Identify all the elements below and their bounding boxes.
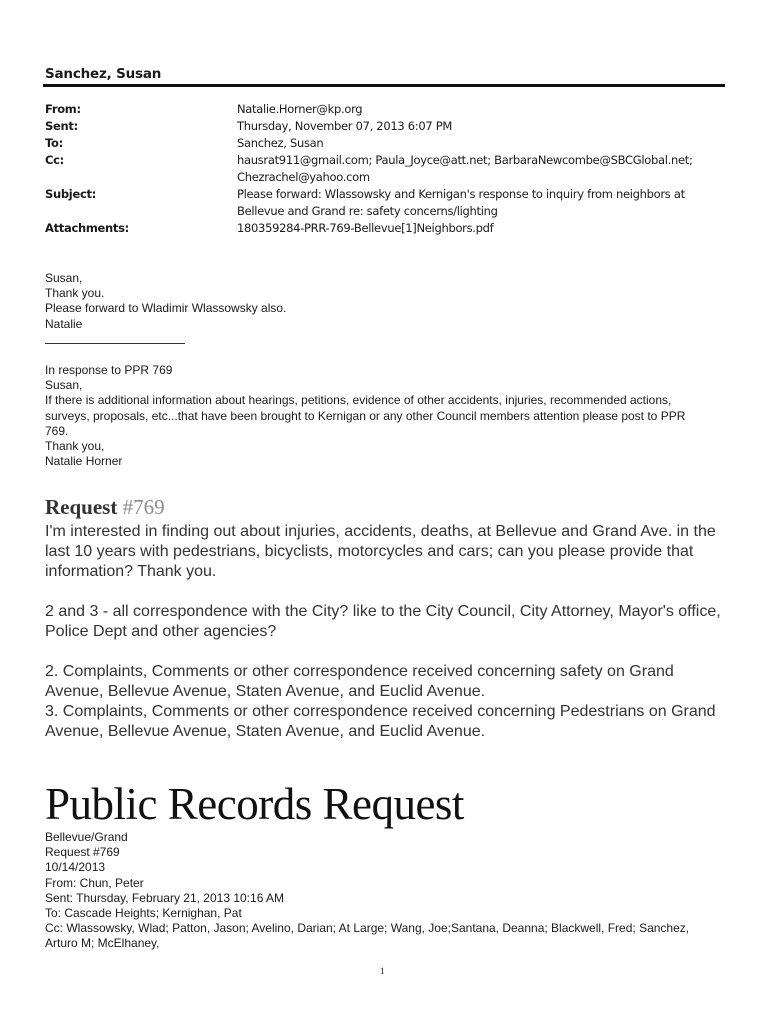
message-body-1: Susan, Thank you. Please forward to Wladimir Wlassowsky also. Natalie <box>45 271 287 331</box>
page-number: 1 <box>380 966 385 976</box>
header-row-from <box>45 101 735 118</box>
public-records-title: Public Records Request <box>45 779 464 829</box>
cc-value: hausrat911@gmail.com; Paula_Joyce@att.net; BarbaraNewcombe@SBCGlobal.net; Chezrachel@yahoo.com <box>237 153 693 184</box>
request-para-2: 2 and 3 - all correspondence with the City? like to the City Council, City Attorney, Mayor's office, Police Dept and other agencies? <box>45 603 721 641</box>
request-para-1: I'm interested in finding out about injuries, accidents, deaths, at Bellevue and Grand Ave. in the last 10 years with pedestrians, bicyclists, motorcycles and cars; can you please provide that information? Thank you. <box>45 523 716 581</box>
to-value: Sanchez, Susan <box>237 136 324 150</box>
header-row-subject <box>45 186 735 220</box>
request-number: #769 <box>122 495 165 519</box>
subject-label: Subject: <box>45 187 96 201</box>
header-row-attachments <box>45 220 735 237</box>
email-header <box>45 101 735 237</box>
request-heading <box>45 495 165 520</box>
sent-label: Sent: <box>45 119 78 133</box>
forwarded-metadata: Bellevue/Grand Request #769 10/14/2013 From: Chun, Peter Sent: Thursday, February 21, 2013 10:16 AM To: Cascade Heights; Kernighan, Pat Cc: Wlassowsky, Wlad; Patton, Jason; Avelino, Darian; At Large; Wang, Joe;Santana, Deanna; Blackwell, Fred; Sanchez, Arturo M; McElhaney, <box>45 830 690 951</box>
from-label: From: <box>45 102 81 116</box>
signature-separator <box>45 343 185 344</box>
sent-value: Thursday, November 07, 2013 6:07 PM <box>237 119 452 133</box>
header-row-cc <box>45 152 735 186</box>
message-body-2: In response to PPR 769 Susan, If there is additional information about hearings, petitions, evidence of other accidents, injuries, recommended actions, surveys, proposals, etc...that have been brought to Kernigan or any other Council members attention please post to PPR 769. Thank you, Natalie Horner <box>45 363 686 469</box>
to-label: To: <box>45 136 63 150</box>
mailbox-owner: Sanchez, Susan <box>45 66 162 82</box>
header-rule <box>43 84 725 87</box>
request-label: Request <box>45 495 118 519</box>
subject-value: Please forward: Wlassowsky and Kernigan's response to inquiry from neighbors at Bellevue and Grand re: safety concerns/lighting <box>237 187 685 218</box>
from-value: Natalie.Horner@kp.org <box>237 102 363 116</box>
attachments-value[interactable]: 180359284-PRR-769-Bellevue[1]Neighbors.pdf <box>237 221 494 235</box>
cc-label: Cc: <box>45 153 64 167</box>
attachments-label: Attachments: <box>45 221 129 235</box>
header-row-sent <box>45 118 735 135</box>
header-row-to <box>45 135 735 152</box>
request-para-3: 2. Complaints, Comments or other correspondence received concerning safety on Grand Avenue, Bellevue Avenue, Staten Avenue, and Euclid Avenue. <box>45 663 674 701</box>
request-para-4: 3. Complaints, Comments or other correspondence received concerning Pedestrians on Grand Avenue, Bellevue Avenue, Staten Avenue, and Euclid Avenue. <box>45 703 716 741</box>
